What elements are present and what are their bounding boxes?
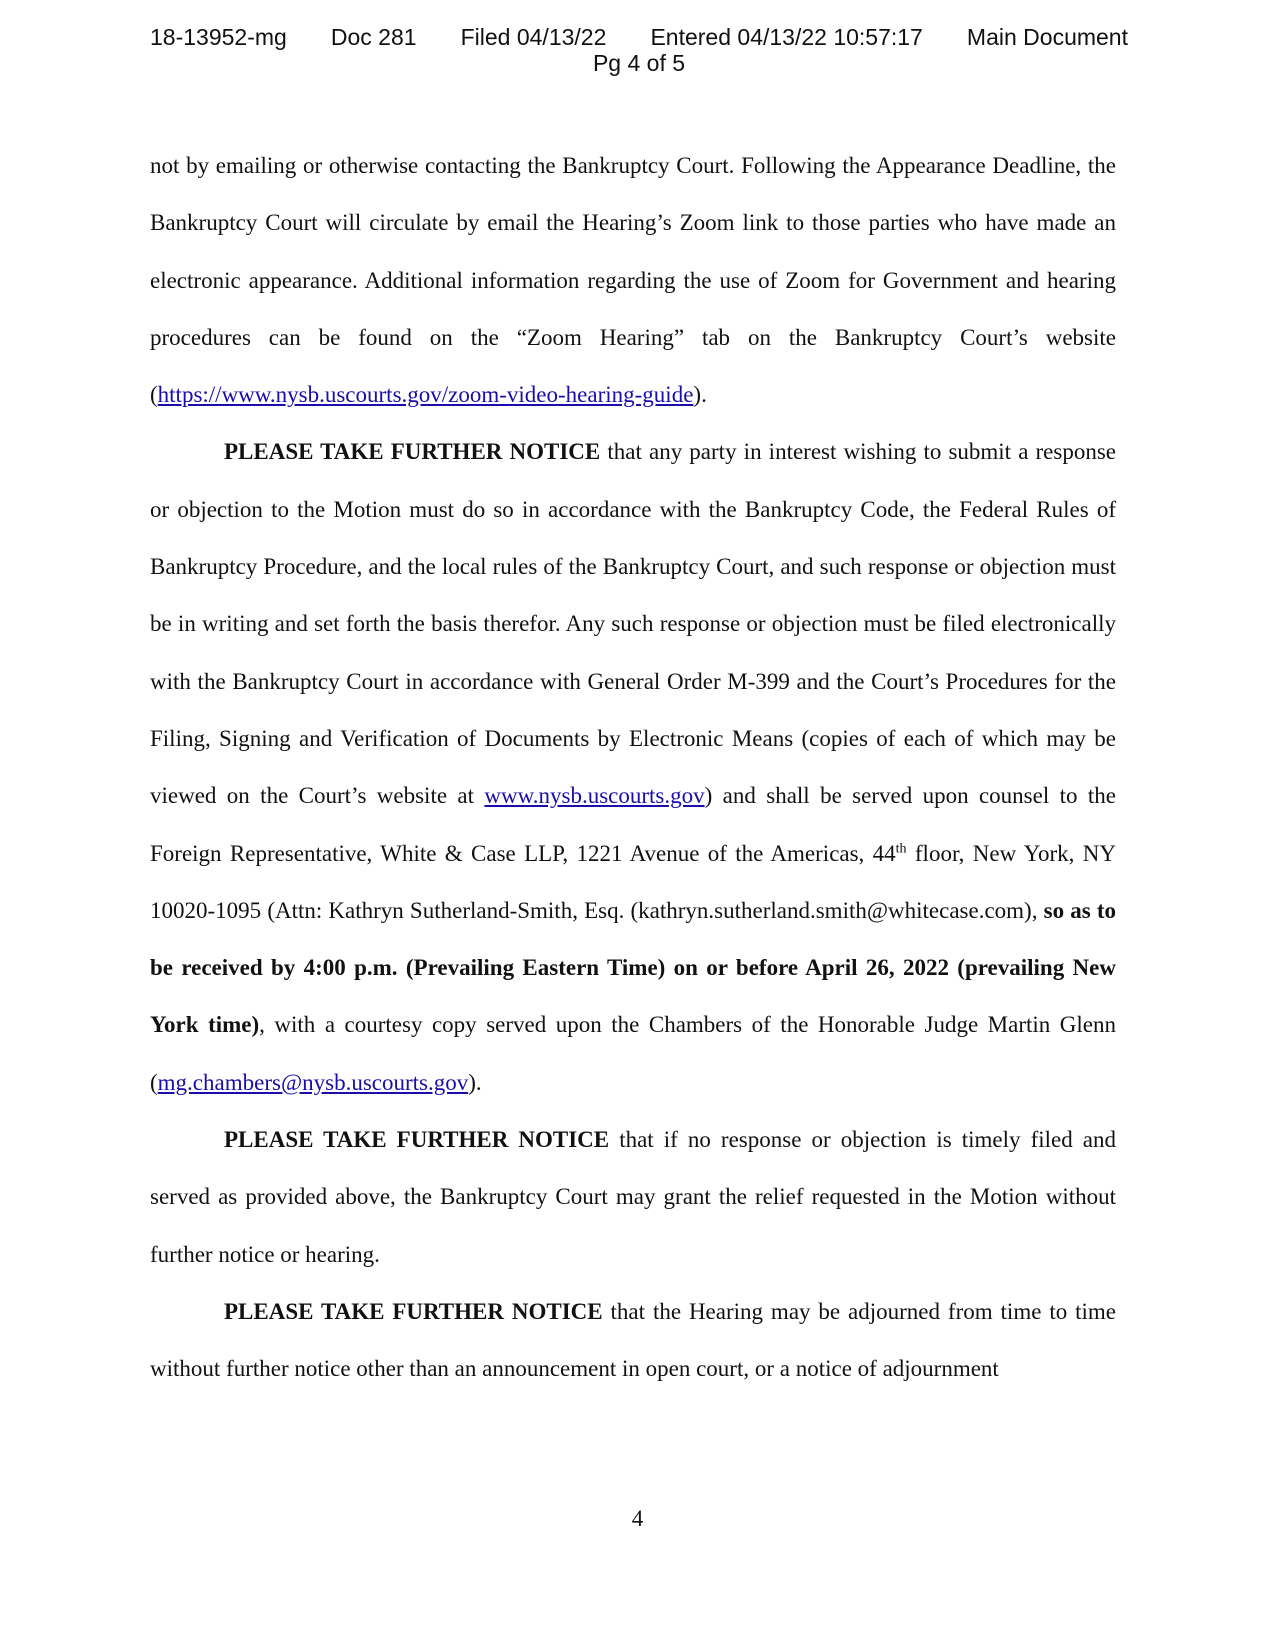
court-website-link[interactable]: www.nysb.uscourts.gov [484,783,705,809]
chambers-email-link[interactable]: mg.chambers@nysb.uscourts.gov [157,1069,469,1095]
paragraph-zoom-info: not by emailing or otherwise contacting the Bankruptcy Court. Following the Appearance Deadline, the Bankruptcy Court will circulate by email the Hearing’s Zoom link to those parties who have made an electronic appearance. Additional information regarding the use of Zoom for Government and hearing procedures can be found on the “Zoom Hearing” tab on the Bankruptcy Court’s website (https://www.nysb.uscourts.gov/zoom-video-hearing-guide). [150,153,1116,408]
document-body [150,137,1116,1398]
document-type: Main Document [966,24,1128,50]
notice-lead: PLEASE TAKE FURTHER NOTICE [224,439,601,465]
page-number: 4 [631,1506,644,1531]
filed-date: Filed 04/13/22 [460,24,607,50]
doc-number: Doc 281 [330,24,417,50]
paragraph-adjournment-notice: PLEASE TAKE FURTHER NOTICE that the Hearing may be adjourned from time to time without further notice other than an announcement in open court, or a notice of adjournment [150,1298,1116,1382]
page-of-indicator: Pg 4 of 5 [592,50,686,76]
ecf-header-line [150,24,1128,50]
ecf-filing-header [150,24,1128,76]
zoom-guide-link[interactable]: https://www.nysb.uscourts.gov/zoom-video-hearing-guide [157,382,694,408]
paragraph-no-response-notice: PLEASE TAKE FURTHER NOTICE that if no response or objection is timely filed and served as provided above, the Bankruptcy Court may grant the relief requested in the Motion without further notice or hearing. [150,1127,1117,1267]
case-number: 18-13952-mg [150,24,287,50]
deadline-text: so as to be received by 4:00 p.m. (Prevailing Eastern Time) on or before April 26, 2022 (prevailing New York time) [150,897,1116,1038]
notice-lead: PLEASE TAKE FURTHER NOTICE [224,1298,603,1324]
entered-date: Entered 04/13/22 10:57:17 [650,24,923,50]
paragraph-objection-notice: PLEASE TAKE FURTHER NOTICE that any party in interest wishing to submit a response or objection to the Motion must do so in accordance with the Bankruptcy Code, the Federal Rules of Bankruptcy Procedure, and the local rules of the Bankruptcy Court, and such response or objection must be in writing and set forth the basis therefor. Any such response or objection must be filed electronically with the Bankruptcy Court in accordance with General Order M-399 and the Court’s Procedures for the Filing, Signing and Verification of Documents by Electronic Means (copies of each of which may be viewed on the Court’s website at www.nysb.uscourts.gov) and shall be served upon counsel to the Foreign Representative, White & Case LLP, 1221 Avenue of the Americas, 44th floor, New York, NY 10020-1095 (Attn: Kathryn Sutherland-Smith, Esq. (kathryn.sutherland.smith@whitecase.com), so as to be received by 4:00 p.m. (Prevailing Eastern Time) on or before April 26, 2022 (prevailing New York time), with a courtesy copy served upon the Chambers of the Honorable Judge Martin Glenn (mg.chambers@nysb.uscourts.gov). [150,439,1116,1095]
notice-lead: PLEASE TAKE FURTHER NOTICE [224,1127,610,1153]
